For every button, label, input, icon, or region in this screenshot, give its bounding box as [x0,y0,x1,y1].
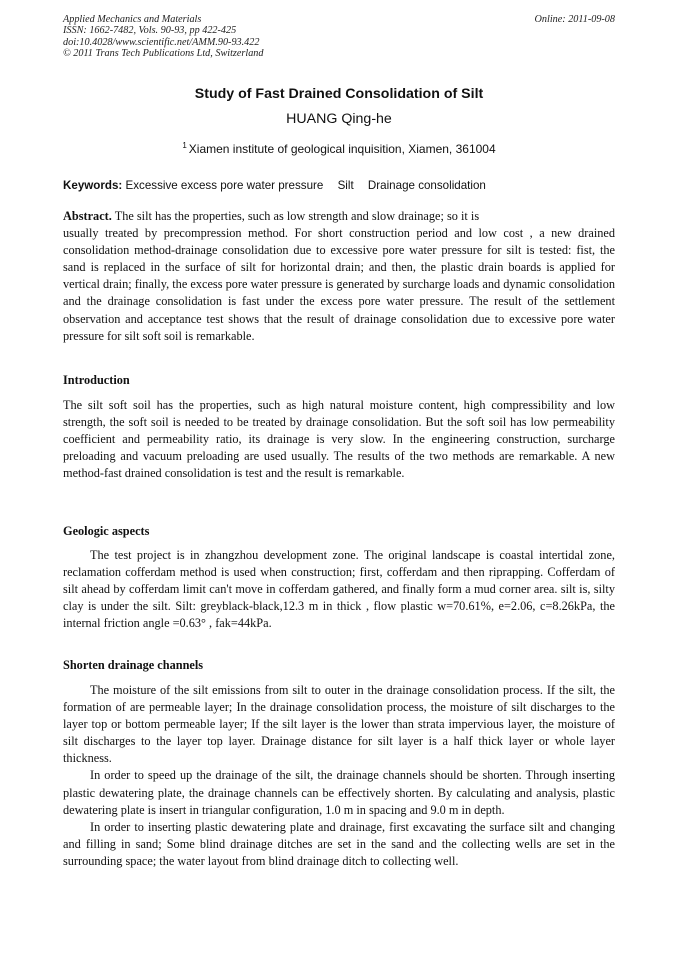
heading-introduction: Introduction [63,373,130,387]
heading-shorten-drainage: Shorten drainage channels [63,658,204,672]
journal-name: Applied Mechanics and Materials [63,14,202,25]
geologic-paragraph: The test project is in zhangzhou development zone. The original landscape is coastal intertidal zone, reclamation cofferdam method is used when construction; first, cofferdam and then riprapping. Cofferdam of silt ahead by cofferdam limit can't move in cofferdam gathered, and finally form a mud corner area. silt is, silty clay is under the silt. Silt: greyblack-black,12.3 m in thick , flow plastic w=70.61%, e=2.06, c=8.26kPa, the internal friction angle =0.63° , fak=44kPa. [63,548,615,631]
journal-header [63,14,263,59]
affiliation-text: Xiamen institute of geological inquisition, Xiamen, 361004 [188,142,496,156]
shorten-paragraph-3: In order to inserting plastic dewatering plate and drainage, first excavating the surface silt and changing and filling in sand; Some blind drainage ditches are set in the sand and the collecting wells are set in the surrounding space; the water layout from blind drainage ditch to collecting well. [63,819,615,868]
keyword-1: Excessive excess pore water pressure [125,179,324,192]
introduction-body [63,397,615,482]
issn-line: ISSN: 1662-7482, Vols. 90-93, pp 422-425 [63,25,237,37]
author-name: HUANG Qing-he [286,111,392,127]
keyword-3: Drainage consolidation [367,179,486,192]
introduction-paragraph: The silt soft soil has the properties, such as high natural moisture content, high compressibility and low strength, the soft soil is needed to be treated by drainage consolidation. But the soft soil has low permeability coefficient and permeability ratio, its drainage is very slow. In the engineering construction, surcharge preloading and vacuum preloading are used usually. The results of the two methods are remarkable. A new method-fast drained consolidation is test and the result is remarkable. [63,398,615,481]
heading-geologic-aspects: Geologic aspects [63,524,150,538]
keyword-2: Silt [337,179,354,192]
doi-line: doi:10.4028/www.scientific.net/AMM.90-93.422 [63,36,260,48]
abstract-text: usually treated by precompression method. For short construction period and low cost , a new drained consolidation method-drainage consolidation due to excessive pore water pressure for silt is tested: fist, the sand is replaced in the surface of silt for horizontal drain; and then, the plastic drain boards is applied for vertical drain; finally, the excess pore water pressure is generated by surcharge loads and dynamic consolidation and the drainage consolidation is fast under the excess pore water pressure. The result of the settlement observation and acceptance test shows that the result of drainage consolidation due to excessive pore water pressure for silt soft soil is remarkable. [63,226,615,343]
copyright-line: © 2011 Trans Tech Publications Ltd, Switzerland [63,47,264,59]
shorten-body [63,682,615,870]
abstract-first-line [63,208,615,225]
affiliation [0,141,678,156]
geologic-body [63,547,615,632]
shorten-paragraph-2: In order to speed up the drainage of the silt, the drainage channels should be shorten. Through inserting plastic dewatering plate, the drainage channels can be effectively shorten. By calculating and analysis, plastic dewatering plate is insert in triangular configuration, 1.0 m in spacing and 9.0 m in depth. [63,768,615,817]
abstract [63,208,615,345]
paper-title: Study of Fast Drained Consolidation of Silt [194,86,484,102]
affiliation-marker: 1 [182,141,187,150]
shorten-paragraph-1: The moisture of the silt emissions from silt to outer in the drainage consolidation process. If the silt, the formation of are permeable layer; In the drainage consolidation process, the moisture of silt discharges to the layer top or bottom permeable layer; If the silt layer is the lower than strata impervious layer, the moisture of silt discharges to the layer top layer. Drainage distance for silt layer is a half thick layer or whole layer thickness. [63,683,615,766]
abstract-line1: The silt has the properties, such as low strength and slow drainage; so it is [114,209,480,223]
online-date: Online: 2011-09-08 [534,14,615,25]
keywords-line [63,179,497,192]
keywords-label: Keywords: [63,179,123,192]
abstract-label: Abstract. [63,209,112,223]
